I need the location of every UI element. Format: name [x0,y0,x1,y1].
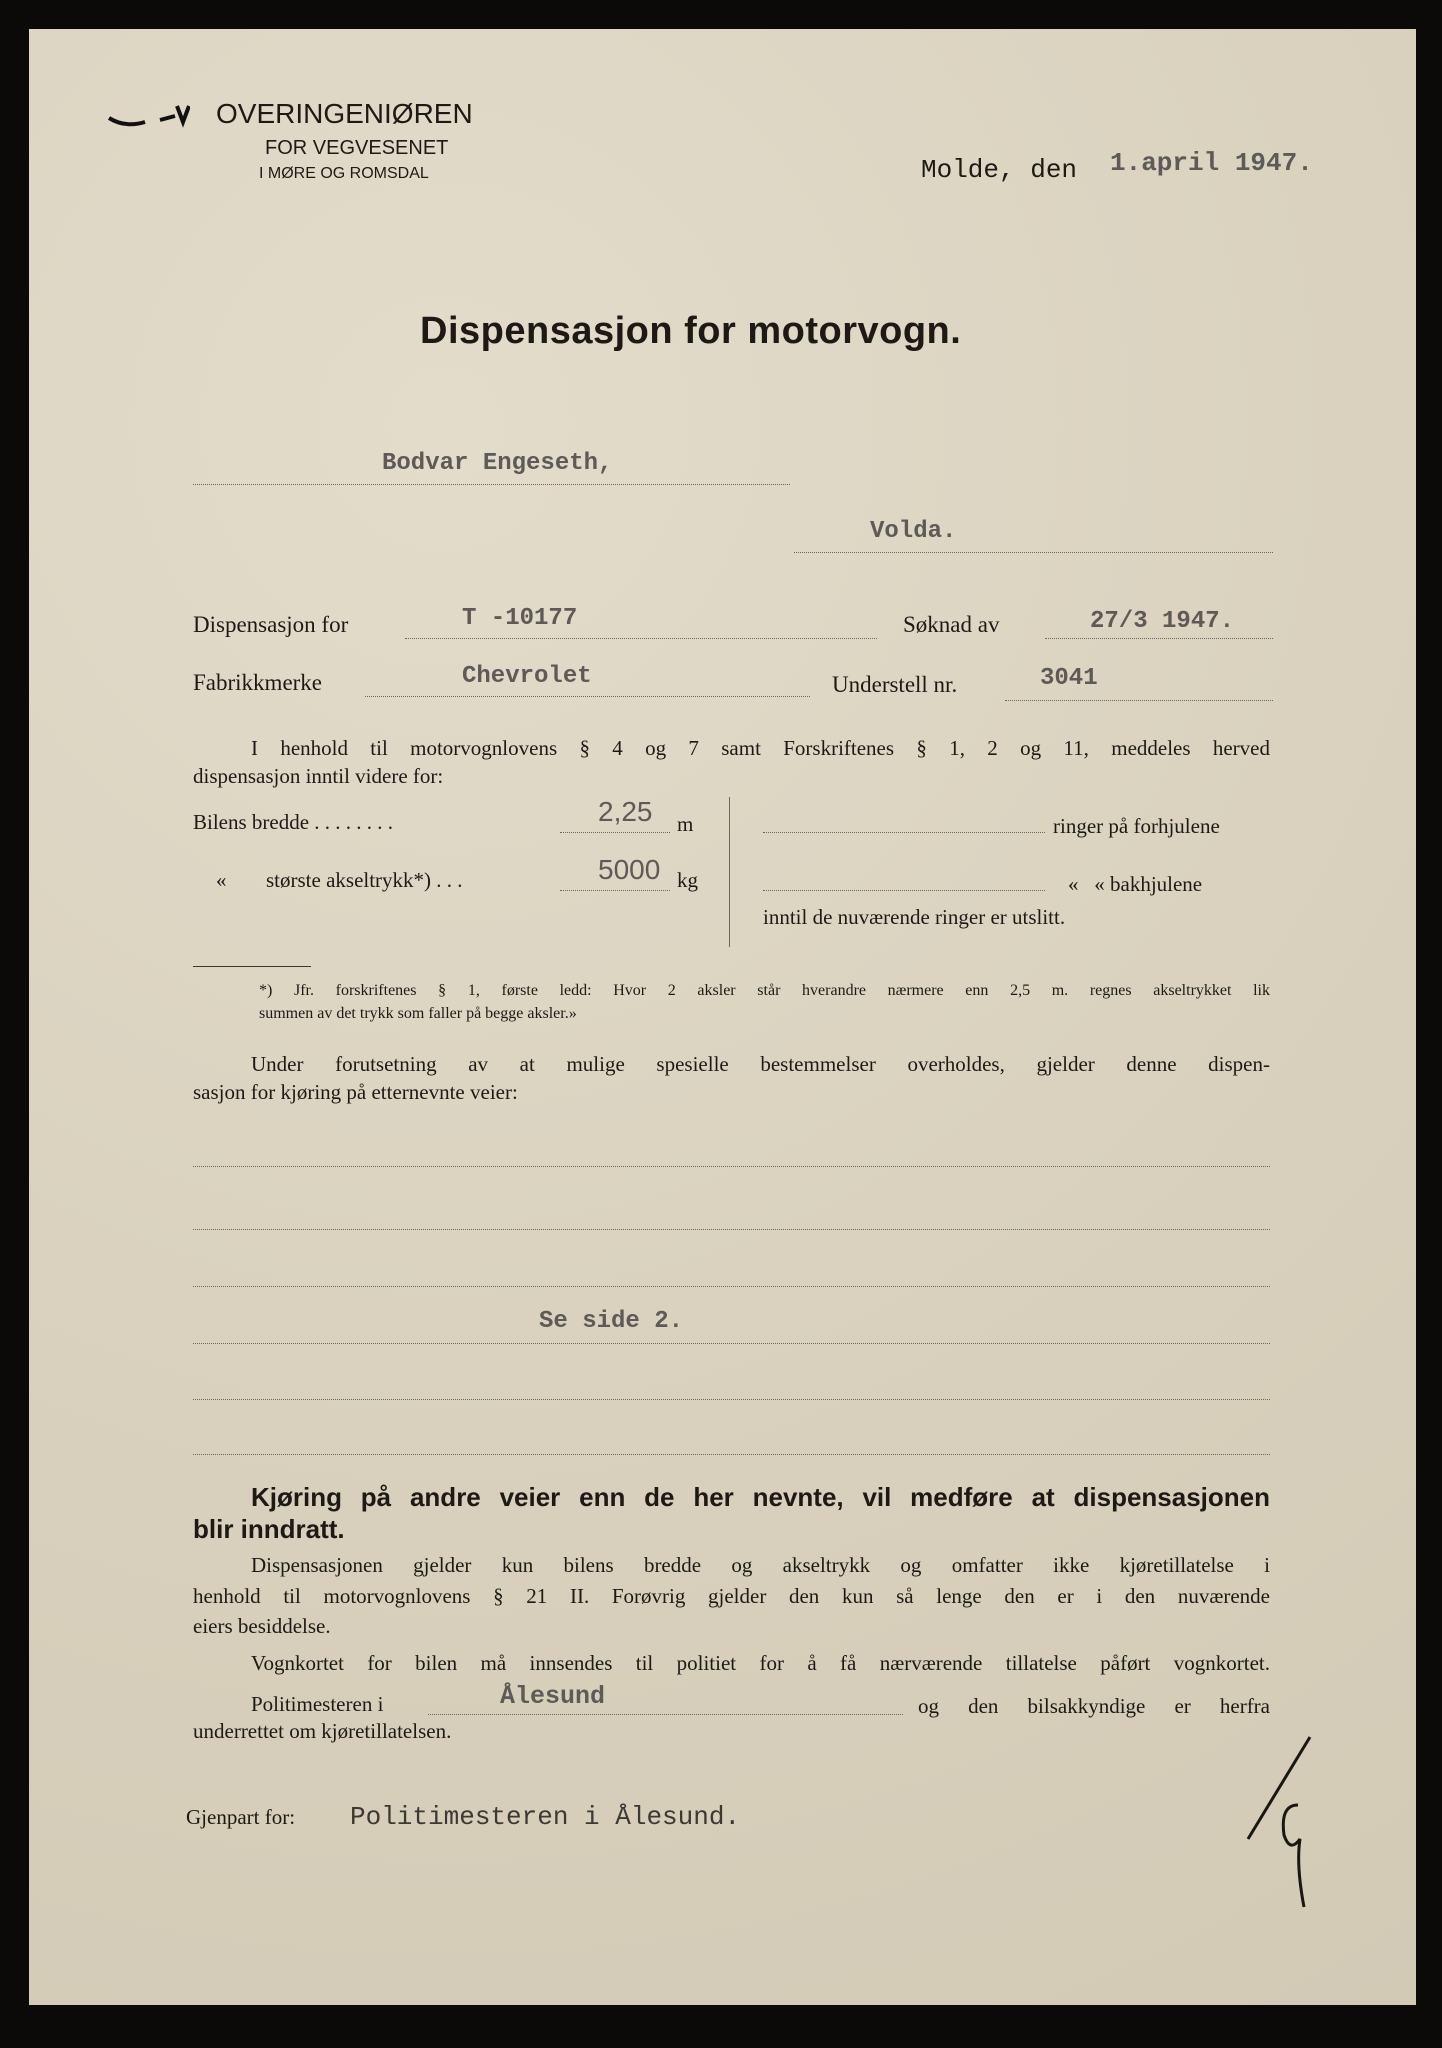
forhjul-label: ringer på forhjulene [1053,814,1220,838]
bakhjul-label: « « bakhjulene [1068,872,1203,896]
para1-line-1: Dispensasjonen gjelder kun bilens bredde og akseltrykk og omfatter ikke kjøretillatelse i [251,1553,1270,1577]
intro-line-2: dispensasjon inntil videre for: [193,764,444,788]
bakhjul-line [763,890,1045,891]
fabrikkmerke-label: Fabrikkmerke [193,670,323,695]
copy-label: Gjenpart for: [186,1805,296,1829]
police-value: Ålesund [500,1682,606,1711]
understell-label: Understell nr. [832,672,958,697]
bredde-label: Bilens bredde . . . . . . . . [193,810,394,834]
understell-value: 3041 [1040,665,1098,692]
understell-line [1005,700,1273,701]
conditions-line-2: sasjon for kjøring på etternevnte veier: [193,1080,518,1104]
intro-line-1: I henhold til motorvognlovens § 4 og 7 samt Forskriftenes § 1, 2 og 11, meddeles herved [251,736,1270,760]
soknad-value: 27/3 1947. [1090,608,1235,635]
police-line [428,1714,903,1715]
para2: Vognkortet for bilen må innsendes til politiet for å få nærværende tillatelse påført vognkortet. [251,1651,1270,1675]
ringer-note: inntil de nuværende ringer er utslitt. [763,905,1066,929]
aksel-value: 5000 [598,854,661,885]
roads-note: Se side 2. [539,1308,684,1335]
police-label: Politimesteren i [251,1692,384,1716]
conditions-line-1: Under forutsetning av at mulige spesielle bestemmelser overholdes, gjelder denne dispen- [251,1052,1270,1076]
police-after: og den bilsakkyndige er herfra [918,1694,1270,1718]
road-line [193,1399,1270,1400]
soknad-label: Søknad av [903,612,1000,637]
road-line [193,1454,1270,1455]
aksel-unit: kg [677,868,698,892]
recipient-place: Volda. [870,518,957,545]
footnote-line-2: summen av det trykk som faller på begge aksler.» [259,1005,577,1022]
page-title: Dispensasjon for motorvogn. [420,310,962,352]
recipient-name-line [193,484,790,485]
recipient-name: Bodvar Engeseth, [382,450,613,477]
signature-initials [1240,1735,1350,1915]
footnote-line-1: *) Jfr. forskriftenes § 1, første ledd: Hvor 2 aksler står hverandre nærmere enn 2,5 m. regnes akseltrykket lik [259,982,1270,999]
para1-line-2: henhold til motorvognlovens § 21 II. Forøvrig gjelder den kun så lenge den er i den nuværende [193,1584,1270,1608]
date-value: 1.april 1947. [1110,148,1313,178]
road-line [193,1229,1270,1230]
footnote-rule [193,966,311,967]
place-date-label: Molde, den [921,155,1078,185]
copy-value: Politimesteren i Ålesund. [350,1802,741,1832]
warning-line-2: blir inndratt. [193,1514,345,1544]
bredde-value: 2,25 [598,796,653,827]
letterhead-line1: OVERINGENIØREN [216,98,473,129]
road-line [193,1286,1270,1287]
warning-line-1: Kjøring på andre veier enn de her nevnte, vil medføre at dispensasjonen [251,1482,1270,1512]
dispensasjon-for-line [405,638,877,639]
para1-line-3: eiers besiddelse. [193,1614,331,1638]
road-line [193,1343,1270,1344]
fabrikkmerke-line [365,696,810,697]
dispensasjon-for-label: Dispensasjon for [193,612,349,637]
police-line-2: underrettet om kjøretillatelsen. [193,1719,452,1743]
fabrikkmerke-value: Chevrolet [462,663,592,690]
recipient-place-line [794,552,1273,553]
aksel-line [560,890,670,891]
bredde-line [560,832,670,833]
aksel-quote: « [216,868,227,892]
forhjul-line [763,832,1045,833]
letterhead-mark-icon [105,100,190,130]
bredde-unit: m [677,812,694,836]
soknad-line [1045,638,1273,639]
column-divider [729,797,730,947]
letterhead-line2: FOR VEGVESENET [265,137,449,159]
aksel-label: største akseltrykk*) . . . [266,868,463,892]
dispensasjon-for-value: T -10177 [462,605,578,632]
road-line [193,1166,1270,1167]
letterhead-line3: I MØRE OG ROMSDAL [259,165,429,182]
